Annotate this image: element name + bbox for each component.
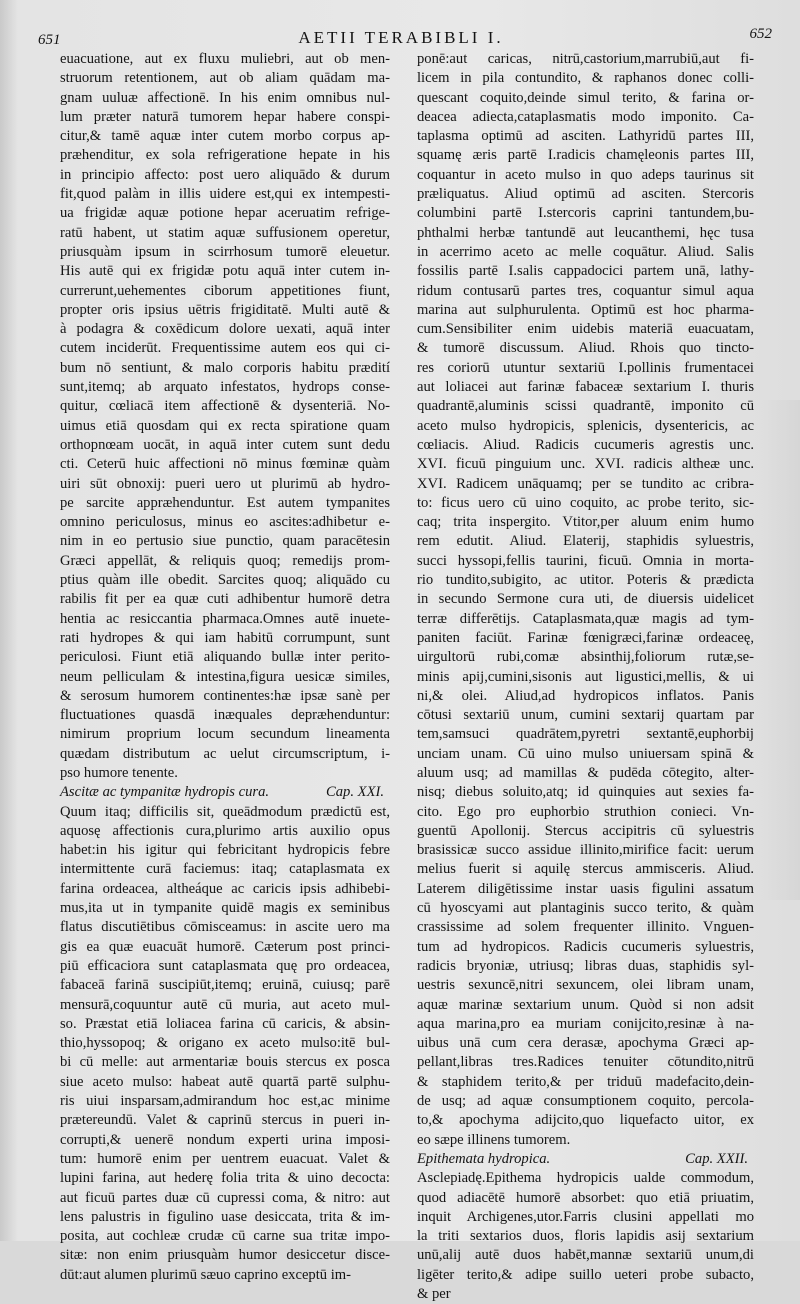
text-line: aluum usq; ad mamillas & pudēda cōtegito, alter- [417, 764, 754, 781]
right-column [417, 50, 754, 1304]
text-line: squamę æris partē I.radicis chamęleonis partes III, [417, 147, 754, 164]
text-line: euacuatione, aut ex fluxu muliebri, aut ob men- [60, 51, 390, 67]
text-line: ratū habent, ut statim aquæ suffusionem operetur, [60, 224, 390, 241]
text-line: orthopnœam uocāt, in aquā inter cutem sunt dedu [60, 436, 390, 453]
text-line: & tumorē discussum. Aliud. Rhois quo tincto- [417, 340, 754, 357]
text-line: fluctuationes quasdā inæquales depræhenduntur: [60, 707, 390, 724]
text-line: & staphidem terito,& per triduū madefacito,dein- [417, 1073, 754, 1090]
text-line: quitur, cœliacā item affectionē & dysenteriā. No- [60, 398, 390, 415]
text-line: uestris sexuncē,nitri sexuncem, olei libram unam, [417, 977, 754, 994]
text-line: to,& apochyma adijcito,quo liquefacto uitor, ex [417, 1112, 754, 1129]
text-line: farina ordeacea, altheáque ac caricis ipsis adhibebi- [60, 880, 390, 897]
text-line: unū,alij autē duos habēt,mannæ sextariū unum,di [417, 1247, 754, 1264]
text-line: aut ficuū partes duæ cū cupressi coma, & nitro: aut [60, 1189, 390, 1206]
text-line: aqua marina,pro ea muriam conijcito,resinæ à na- [417, 1015, 754, 1032]
text-line: taplasma optimū ad asciten. Lathyridū partes III, [417, 128, 754, 145]
text-line: piū efficaciora sunt cataplasmata quę pro ordeacea, [60, 957, 390, 974]
text-line: gnam uuluæ affectionē. In his enim omnibus nul- [60, 89, 390, 106]
text-line: caq; trita inspergito. Vtitor,per aluum enim humo [417, 514, 754, 531]
text-line: nisq; diebus soluito,atq; id quinquies aut sexies fa- [417, 784, 754, 801]
text-line: paniten faciūt. Farinæ fœnigræci,farinæ ordeaceę, [417, 629, 754, 646]
text-line: mus,ita ut in tympanite quidē magis ex seminibus [60, 900, 390, 917]
text-line: aquosę affectionis cura,plurimo artis auxilio opus [60, 822, 390, 839]
text-line: pe sarcite appræhenduntur. Est autem tympanites [60, 494, 390, 511]
text-line: rio tundito,subigito, ac utitor. Poteris & prædicta [417, 572, 754, 589]
chapter-title: Epithemata hydropica. [417, 1150, 551, 1167]
text-line: la triti sextarios duos, floris lapidis asij sextarium [417, 1228, 754, 1245]
text-line: nimirum proprium locum secundum lineamenta [60, 726, 390, 743]
text-line: struorum retentionem, aut ob aliam quādam ma- [60, 70, 390, 87]
text-line: tem,samsuci quadrātem,pyretri sextantē,euphorbij [417, 726, 754, 743]
text-line: fossilis partē I.salis cappadocici partem unā, lathy- [417, 263, 754, 280]
text-line: quadrantē,aluminis scissi quadrantē, imponito cū [417, 398, 754, 415]
text-line: in acerrimo aceto ac melle coquātur. Aliud. Salis [417, 243, 754, 260]
text-line: radicis bryoniæ, utriusq; libras duas, staphidis syl- [417, 957, 754, 974]
text-line: tum ad hydropicos. Radicis cucumeris syluestris, [417, 938, 754, 955]
text-line: His autē qui ex frigidæ potu aquā inter cutem in- [60, 263, 390, 280]
text-line: melius fuerit si aquilę stercus ammisceris. Aliud. [417, 861, 754, 878]
text-line: guentū Apollonij. Stercus accipitris cū syluestris [417, 822, 754, 839]
left-column [60, 50, 390, 1285]
text-line: gis ea quæ euacuāt humorē. Cæterum post princi- [60, 938, 390, 955]
text-line: corrupti,& uenerē nondum experti urina imposi- [60, 1131, 390, 1148]
text-line: propter oris ipsius uētris frigiditatē. Multi autē & [60, 301, 390, 318]
text-line: lum præter naturā tumorem hepar habere conspi- [60, 108, 390, 125]
text-line: ligēter terito,& adipe suillo ueteri probe subacto, [417, 1266, 754, 1283]
text-line: mensurā,coquuntur autē cū muria, aut aceto mul- [60, 996, 390, 1013]
text-line: sunt,itemq; ab arquato infestatos, hydrops conse- [60, 379, 390, 396]
text-line: thio,hyssopoq; & origano ex aceto mulso:itē bul- [60, 1035, 390, 1052]
text-line: succi hyssopi,fellis taurini, ficuū. Omnia in morta- [417, 552, 754, 569]
text-line: dūt:aut alumen plurimū sæuo caprino exceptū im- [60, 1266, 351, 1283]
text-line: prætereundū. Valet & caprinū stercus in pueri in- [60, 1112, 390, 1129]
text-line: aquæ marinæ sextarium unum. Quòd si non adsit [417, 996, 754, 1013]
text-line: uirgultorū rubi,comæ absinthij,foliorum rutæ,se- [417, 649, 754, 666]
text-line: Asclepiadę.Epithema hydropicis ualde commodum, [417, 1170, 754, 1187]
text-line: hentia ac resiccantia pharmaca.Omnes autē inuete- [60, 610, 390, 627]
chapter-title: Ascitæ ac tympanitæ hydropis cura. [60, 784, 270, 801]
text-line: ni,& olei. Aliud,ad hydropicos inflatos. Panis [417, 687, 754, 704]
text-line: à podagra & coxēdicum dolore uexati, aquā inter [60, 321, 390, 338]
text-line: ptius quàm ille obedit. Sarcites quoq; aliquādo cu [60, 572, 390, 589]
chapter-heading [60, 783, 390, 802]
text-line: posita, aut cochleæ crudæ cū carne sua tritæ impo- [60, 1228, 390, 1245]
text-line: uiri sūt obnoxij: pueri uero ut plurimū ab hydro- [60, 475, 390, 492]
text-line: flatus discutiētibus cōmisceamus: in ascite uero ma [60, 919, 390, 936]
text-line: crassissime ad solem frequenter illinito. Vnguen- [417, 919, 754, 936]
text-line: in secundo Sermone cura uti, de diuersis uidelicet [417, 591, 754, 608]
text-line: deacea adiecta,cataplasmatis modo imponito. Ca- [417, 108, 754, 125]
text-line: tum: humorē enim per uentrem euacuat. Valet & [60, 1150, 390, 1167]
text-line: rabilis fit per ea quæ cuti adhibentur humorē detra [60, 591, 390, 608]
text-line: res coriorū utuntur sextariū I.pollinis frumentacei [417, 359, 754, 376]
text-line: habet:in his igitur qui febricitant hydropicis febre [60, 842, 390, 859]
text-line: & serosum humorem continentes:hæ ipsæ sanè per [60, 687, 390, 704]
chapter-number: Cap. XXII. [685, 1150, 748, 1167]
text-line: citur,& tamē aquæ inter cutem morbo corpus ap- [60, 128, 390, 145]
text-line: aceto mulso hydropicis, splenicis, dysentericis, ac [417, 417, 754, 434]
chapter-number: Cap. XXI. [326, 784, 384, 801]
text-line: cito. Ego pro euphorbio struthion conieci. Vn- [417, 803, 754, 820]
text-line: omnino periculosus, minus eo ascites:adhibetur e- [60, 514, 390, 531]
text-line: ridum contusarū partes tres, coquantur simul aqua [417, 282, 754, 299]
text-line: neum pelliculam & intestina,figura uesicæ similes, [60, 668, 390, 685]
text-line: periculosi. Fiunt etiā aliquando bullæ inter perito- [60, 649, 390, 666]
text-line: nim in eo pertusio siue punctio, quam paracētesin [60, 533, 390, 550]
text-line: coquantur in aceto mulso in quo adeps taurinus sit [417, 166, 754, 183]
text-line: rati hydropes & qui iam habitū corrumpunt, sunt [60, 629, 390, 646]
text-line: lens palustris in figulino uase desiccata, trita & im- [60, 1208, 390, 1225]
text-line: cū hyoscyami aut plantaginis succo terito, & quàm [417, 900, 754, 917]
text-line: aut loliacei aut farinæ fabaceæ sextarium I. thuris [417, 379, 754, 396]
chapter-heading [417, 1150, 754, 1169]
text-line: ris uiui insparsam,admirandum hoc est,ac minime [60, 1093, 390, 1110]
text-line: pso humore tenente. [60, 764, 178, 781]
text-line: rem edutit. Aliud. Elaterij, staphidis syluestris, [417, 533, 754, 550]
text-line: quædam distributum ac uelut circumscriptum, i- [60, 745, 390, 762]
text-line: pellant,libras tres.Radices tenuiter cōtundito,nitrū [417, 1054, 754, 1071]
text-line: terræ differētijs. Cataplasmata,quæ magis ad tym- [417, 610, 754, 627]
text-line: unciam unam. Cū uino mulso uniuersam spinā & [417, 745, 754, 762]
text-line: & per [417, 1286, 451, 1302]
text-line: to: ficus uero cū uino coquito, ac probe terito, sic- [417, 494, 754, 511]
page-number-left: 651 [38, 32, 61, 48]
text-line: inquit Archigenes,utor.Farris clusini appellati mo [417, 1208, 754, 1225]
text-line: uimus etiā quosdam qui ex recta spiratione quam [60, 417, 390, 434]
text-line: bum nō sentiunt, & malo corporis habitu prædití [60, 359, 390, 376]
text-line: siue aceto mulso: habeat autē quartā partē sulphu- [60, 1073, 390, 1090]
text-line: eo sæpe illinens tumorem. [417, 1131, 571, 1148]
text-line: cōtusi sextariū unum, cumini sextarij quartam par [417, 707, 754, 724]
text-line: præliquatus. Aliud optimū ad asciten. Stercoris [417, 186, 754, 203]
text-line: in principio affecto: post uero aliquādo & durum [60, 166, 390, 183]
text-line: ponē:aut caricas, nitrū,castorium,marrubiū,aut fi- [417, 51, 754, 67]
text-line: Græci appellāt, & reliquis quoq; remedijs prom- [60, 552, 390, 569]
running-header [30, 22, 772, 48]
page-shadow [760, 400, 800, 900]
text-line: cœliacis. Aliud. Radicis cucumeris agrestis unc. [417, 436, 754, 453]
text-line: cum.Sensibiliter enim uidebis materiā euacuatam, [417, 321, 754, 338]
text-line: columbini partē I.stercoris caprini tantundem,bu- [417, 205, 754, 222]
text-line: XVI. Radicem unāquamq; per se tundito ac cribra- [417, 475, 754, 492]
text-line: marina aut sulphurulenta. Optimū est hoc pharma- [417, 301, 754, 318]
text-line: brasissicæ succo assidue illinito,mirifice facit: uerum [417, 842, 754, 859]
text-line: fit,quod palàm in illis uidere est,qui ex intempesti- [60, 186, 390, 203]
text-line: lupini farina, aut hederę folia trita & uino decocta: [60, 1170, 390, 1187]
text-line: fabaceā farinā suscipiūt,itemq; eruinā, cuiusq; parē [60, 977, 390, 994]
text-line: currerunt,uehementes ciborum appetitiones fiunt, [60, 282, 390, 299]
page-number-right: 652 [749, 26, 772, 42]
text-line: de usq; ad aquæ consumptionem coquito, percola- [417, 1093, 754, 1110]
running-title: AETII TERABIBLI I. [298, 28, 504, 47]
text-line: bi cū melle: aut armentariæ bouis stercus ex posca [60, 1054, 390, 1071]
text-line: minis apij,cumini,sisonis aut ligustici,mellis, & ui [417, 668, 754, 685]
text-line: Laterem diligētissime instar uasis figulini assatum [417, 880, 754, 897]
text-line: quod adiacētē humorē absorbet: quo etiā priuatim, [417, 1189, 754, 1206]
text-line: phthalmi herbæ tantundē aut leucanthemi, hęc tusa [417, 224, 754, 241]
text-line: cti. Ceterū huic affectioni nō minus fœminæ quàm [60, 456, 390, 473]
text-line: Quum itaq; difficilis sit, queādmodum prædictū est, [60, 803, 390, 820]
text-line: intermittente curā faciemus: itaq; cataplasmata ex [60, 861, 390, 878]
text-line: quescant coquito,deinde simul terito, & farina or- [417, 89, 754, 106]
text-line: uibus unā cum cera derasæ, apochyma Græci ap- [417, 1035, 754, 1052]
text-line: ua frigidæ aquæ potione hepar aceruatim refrige- [60, 205, 390, 222]
text-line: sitæ: non enim priusquàm humor desiccetur disce- [60, 1247, 390, 1264]
text-line: XVI. ficuū pinguium unc. XVI. radicis altheæ unc. [417, 456, 754, 473]
text-line: so. Præstat etiā loliacea farina cū caricis, & absin- [60, 1015, 390, 1032]
text-line: licem in pila contundito, & raphanos donec colli- [417, 70, 754, 87]
text-line: præhenditur, ex sola refrigeratione hepate in his [60, 147, 390, 164]
text-line: cutem inciderūt. Frequentissime autem eos qui ci- [60, 340, 390, 357]
text-line: priusquàm ipsum in scirrhosum tumorē eleuetur. [60, 243, 390, 260]
